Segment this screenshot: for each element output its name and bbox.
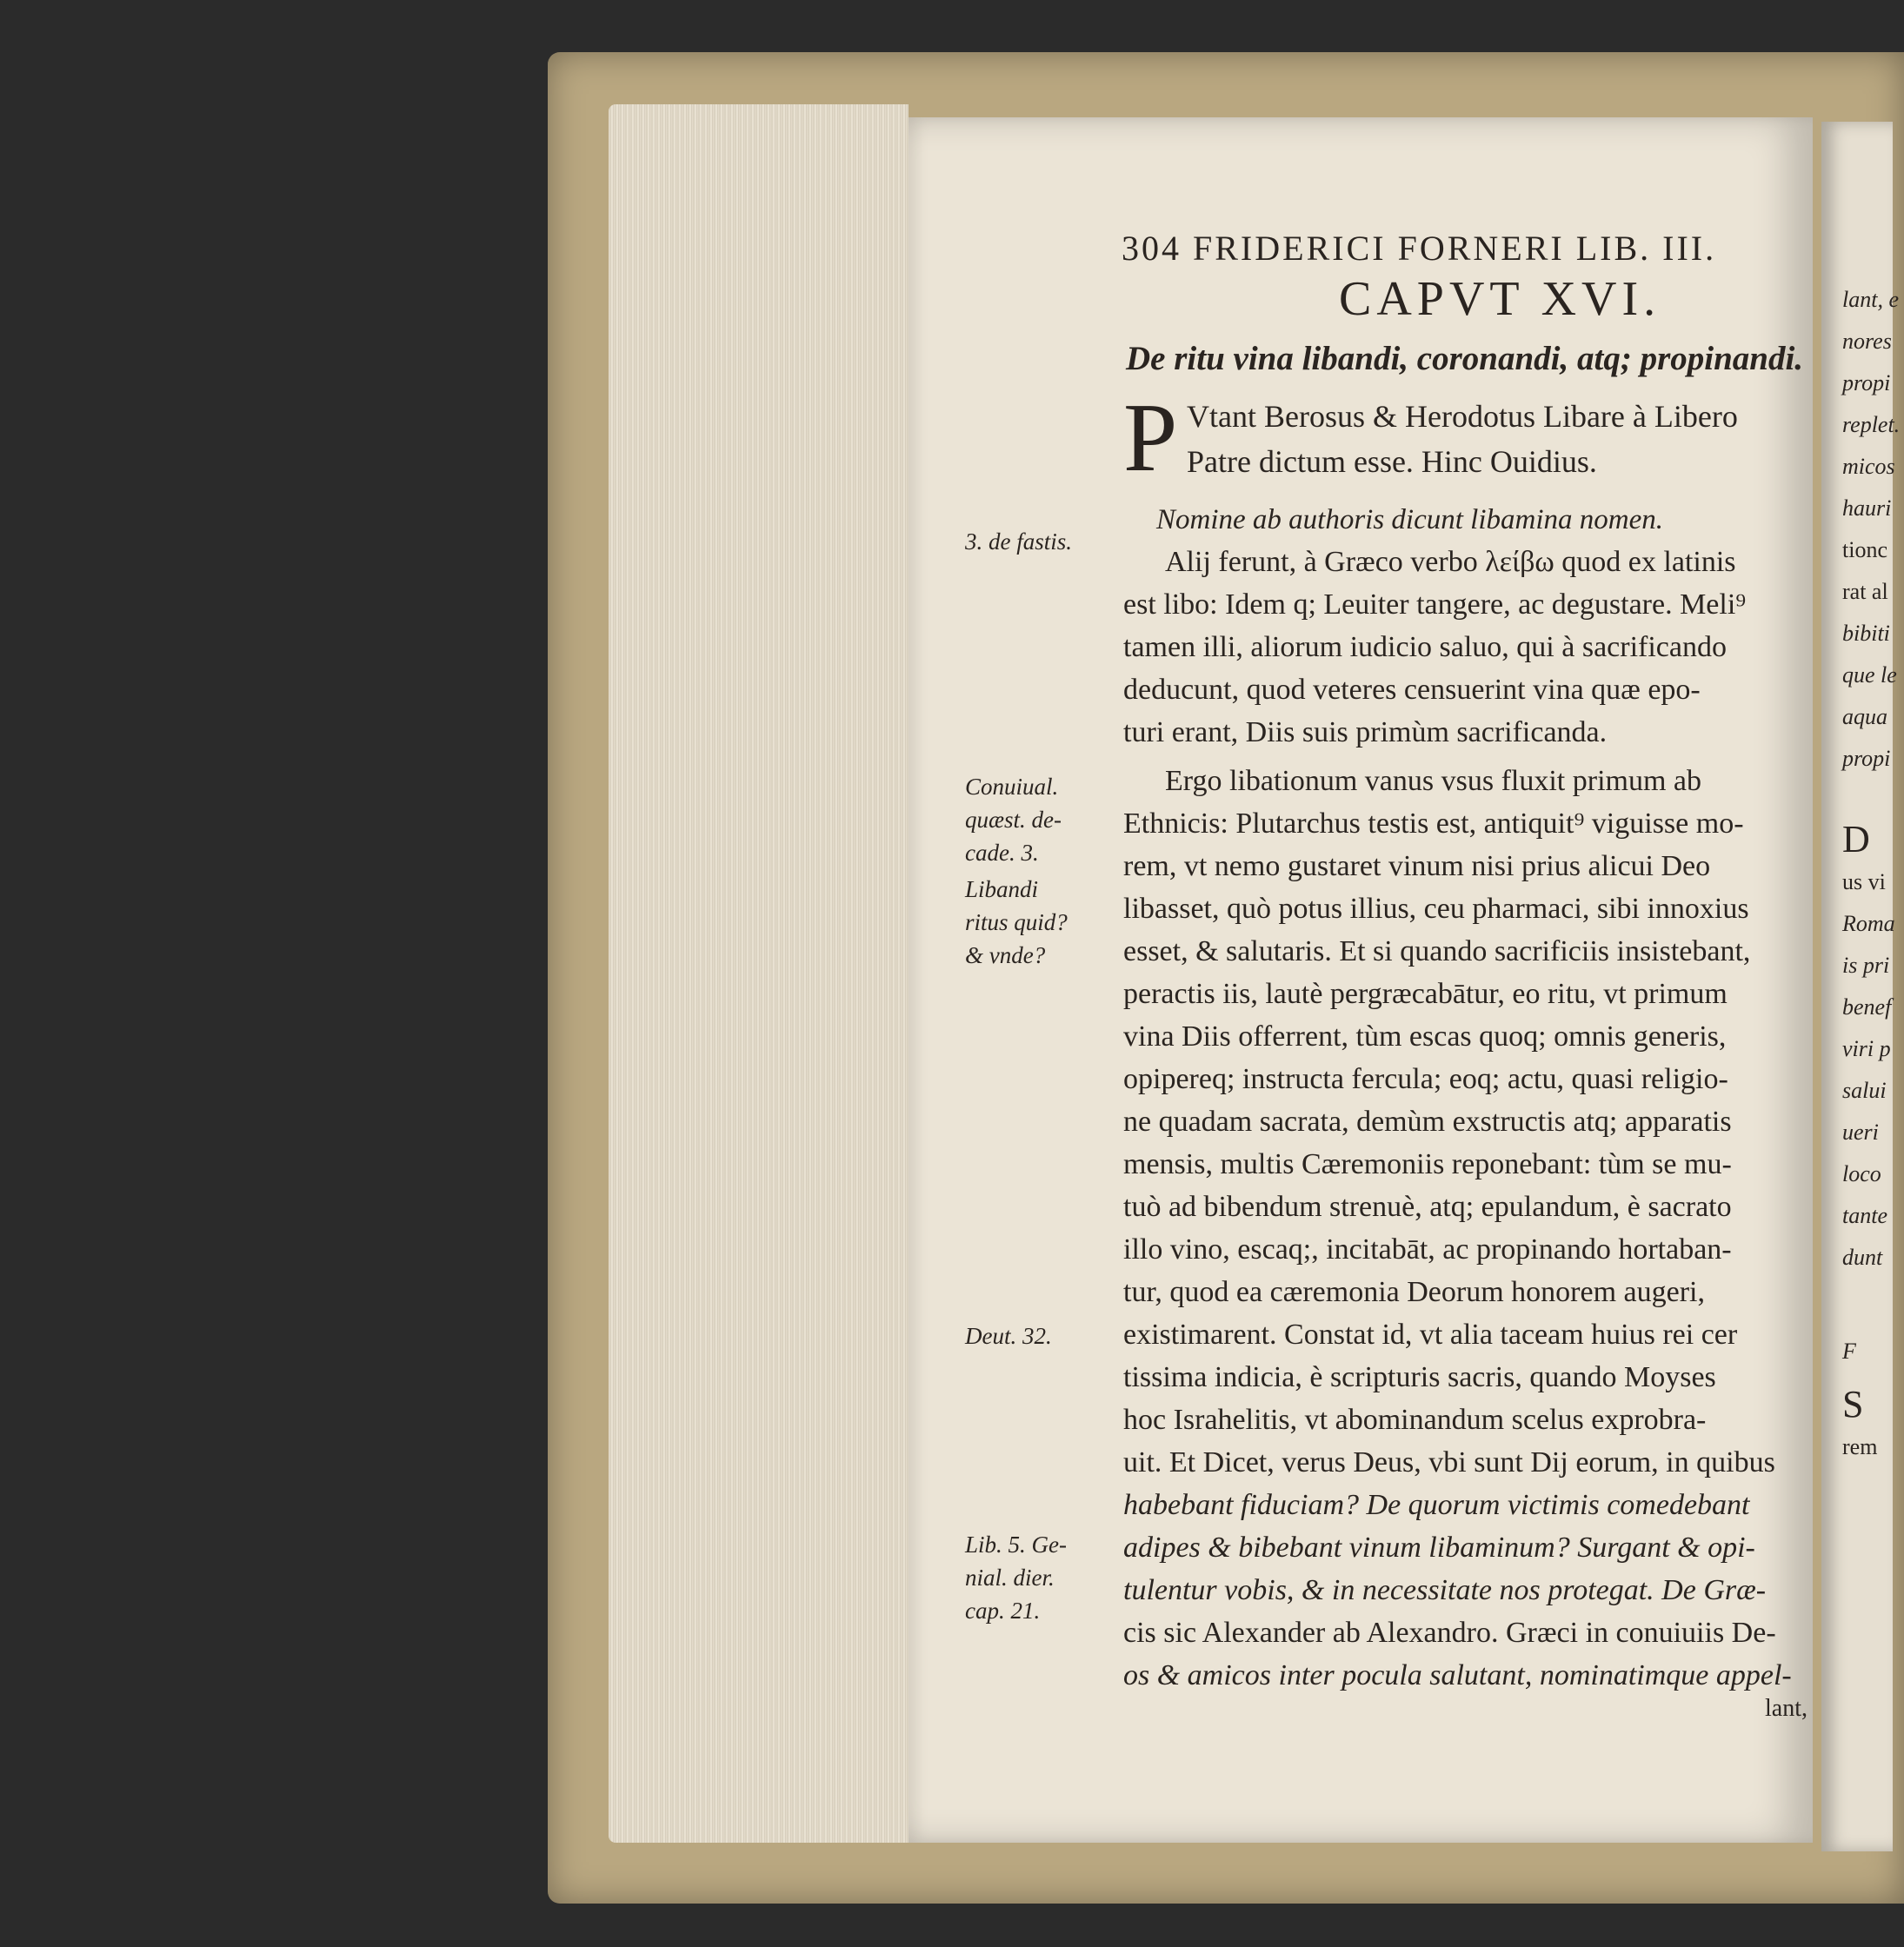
body-line: rem, vt nemo gustaret vinum nisi prius alicui Deo: [1123, 850, 1711, 882]
body-line: tissima indicia, è scripturis sacris, quando Moyses: [1123, 1361, 1716, 1393]
chapter-title: CAPVT XVI.: [1339, 272, 1661, 326]
fragment-word: benef: [1842, 994, 1892, 1020]
fragment-word: loco: [1842, 1161, 1881, 1186]
body-line: esset, & salutaris. Et si quando sacrificiis insistebant,: [1123, 935, 1751, 967]
fragment-word: is pri: [1842, 953, 1890, 978]
fragment-word: tante: [1842, 1203, 1887, 1228]
body-line: os & amicos inter pocula salutant, nominatimque appel-: [1123, 1659, 1792, 1691]
fragment-word: F: [1842, 1339, 1856, 1364]
fragment-word: tionc: [1842, 537, 1887, 562]
margin-note: Deut. 32.: [965, 1323, 1052, 1349]
margin-note: nial. dier.: [965, 1565, 1055, 1591]
body-line: existimarent. Constat id, vt alia taceam huius rei cer: [1123, 1319, 1738, 1351]
body-line: adipes & bibebant vinum libaminum? Surgant & opi-: [1123, 1532, 1755, 1564]
body-line: tamen illi, aliorum iudicio saluo, qui à sacrificando: [1123, 631, 1727, 663]
body-line: habebant fiduciam? De quorum victimis comedebant: [1123, 1489, 1750, 1521]
body-line: Ethnicis: Plutarchus testis est, antiquit⁹ viguisse mo-: [1123, 807, 1744, 840]
opening-line: Vtant Berosus & Herodotus Libare à Libero: [1187, 399, 1738, 434]
body-line: Alij ferunt, à Græco verbo λείβω quod ex latinis: [1165, 546, 1736, 578]
fragment-word: salui: [1842, 1078, 1887, 1103]
fragment-word: S: [1842, 1383, 1864, 1425]
fragment-word: dunt: [1842, 1245, 1883, 1270]
fragment-word: micos: [1842, 454, 1895, 479]
margin-note: Conuiual.: [965, 774, 1059, 800]
page-edges: [609, 104, 909, 1843]
body-line: turi erant, Diis suis primùm sacrificanda.: [1123, 716, 1608, 748]
fragment-word: D: [1842, 818, 1870, 861]
body-line: Ergo libationum vanus vsus fluxit primum ab: [1165, 765, 1701, 797]
fragment-word: propi: [1842, 746, 1891, 771]
margin-note: 3. de fastis.: [965, 528, 1073, 555]
drop-cap: P: [1123, 384, 1178, 492]
fragment-word: aqua: [1842, 704, 1887, 729]
fragment-word: propi: [1842, 370, 1891, 395]
body-line: mensis, multis Cæremoniis reponebant: tùm se mu-: [1123, 1148, 1732, 1180]
body-line: tur, quod ea cæremonia Deorum honorem augeri,: [1123, 1276, 1705, 1308]
fragment-word: nores: [1842, 329, 1892, 354]
fragment-word: us vi: [1842, 869, 1886, 894]
body-line: deducunt, quod veteres censuerint vina quæ epo-: [1123, 674, 1701, 706]
body-line: illo vino, escaq;, incitabāt, ac propinando hortaban-: [1123, 1233, 1732, 1266]
verse-quote: Nomine ab authoris dicunt libamina nomen.: [1156, 504, 1663, 535]
body-line: libasset, quò potus illius, ceu pharmaci, sibi innoxius: [1123, 893, 1749, 925]
fragment-word: lant, e: [1842, 287, 1899, 312]
margin-note: quæst. de-: [965, 807, 1062, 833]
body-line: ne quadam sacrata, demùm exstructis atq; apparatis: [1123, 1106, 1732, 1138]
body-line: opipereq; instructa fercula; eoq; actu, quasi religio-: [1123, 1063, 1728, 1095]
margin-note: Libandi: [965, 876, 1039, 902]
body-line: cis sic Alexander ab Alexandro. Græci in conuiuiis De-: [1123, 1617, 1776, 1649]
catchword: lant,: [1765, 1695, 1807, 1722]
fragment-word: bibiti: [1842, 621, 1890, 646]
facing-page-fragment: [1821, 122, 1901, 1851]
running-head: 304 FRIDERICI FORNERI LIB. III.: [1122, 229, 1717, 268]
margin-note: cap. 21.: [965, 1598, 1041, 1624]
fragment-word: hauri: [1842, 495, 1892, 521]
opening-line: Patre dictum esse. Hinc Ouidius.: [1187, 444, 1597, 479]
body-line: peractis iis, lautè pergræcabātur, eo ritu, vt primum: [1123, 978, 1728, 1010]
body-line: est libo: Idem q; Leuiter tangere, ac degustare. Meli⁹: [1123, 588, 1747, 621]
margin-note: & vnde?: [965, 942, 1046, 968]
margin-note: Lib. 5. Ge-: [965, 1532, 1067, 1558]
body-line: vina Diis offerrent, tùm escas quoq; omnis generis,: [1123, 1020, 1727, 1053]
body-line: tulentur vobis, & in necessitate nos protegat. De Græ-: [1123, 1574, 1767, 1606]
fragment-word: Roma: [1842, 911, 1895, 936]
fragment-word: ueri: [1842, 1120, 1879, 1145]
body-line: hoc Israhelitis, vt abominandum scelus exprobra-: [1123, 1404, 1707, 1436]
fragment-word: rem: [1842, 1434, 1878, 1459]
body-line: tuò ad bibendum strenuè, atq; epulandum, è sacrato: [1123, 1191, 1732, 1223]
fragment-word: que le: [1842, 662, 1897, 688]
margin-note: cade. 3.: [965, 840, 1039, 866]
body-line: uit. Et Dicet, verus Deus, vbi sunt Dij eorum, in quibus: [1123, 1446, 1775, 1479]
margin-note: ritus quid?: [965, 909, 1068, 935]
fragment-word: viri p: [1842, 1036, 1891, 1061]
fragment-word: replet.: [1842, 412, 1901, 437]
chapter-subtitle: De ritu vina libandi, coronandi, atq; propinandi.: [1126, 340, 1804, 377]
fragment-word: rat al: [1842, 579, 1888, 604]
